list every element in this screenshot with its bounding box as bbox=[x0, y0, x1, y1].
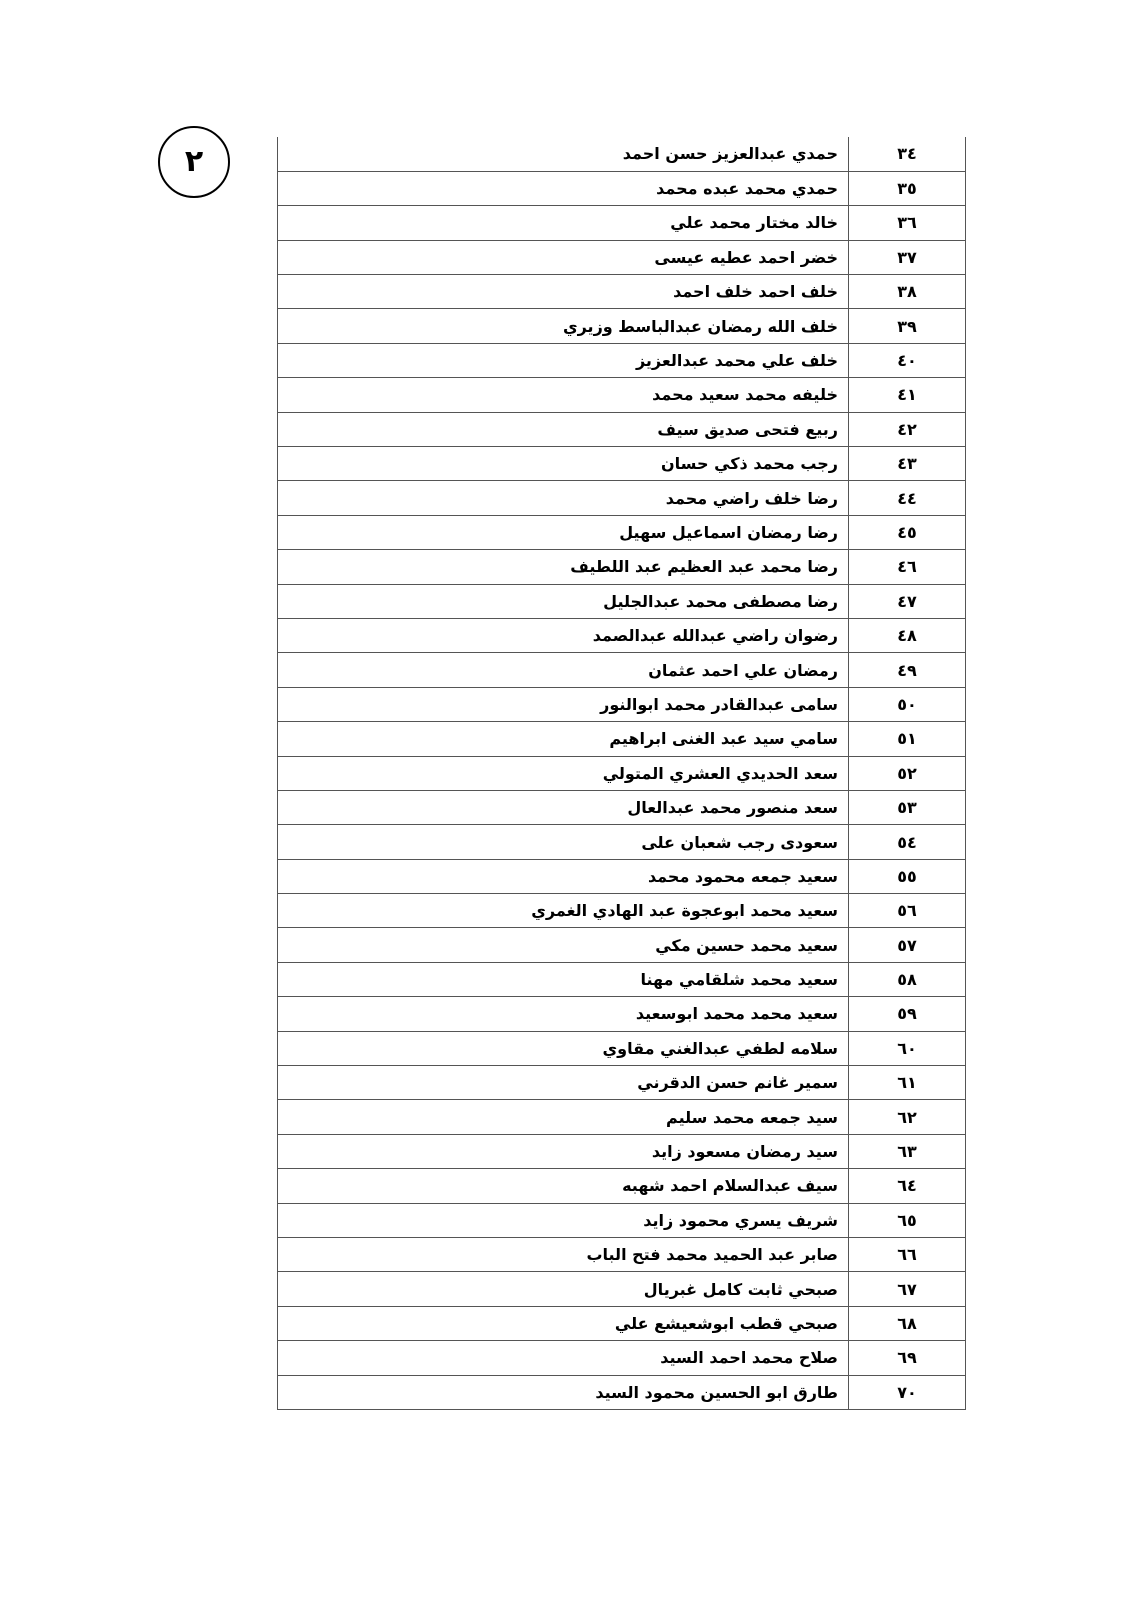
row-number: ٧٠ bbox=[849, 1375, 966, 1409]
page-number: ٢ bbox=[184, 144, 204, 179]
row-number: ٥٨ bbox=[849, 962, 966, 996]
table-row bbox=[278, 997, 966, 1031]
table-row bbox=[278, 894, 966, 928]
row-number: ٦٧ bbox=[849, 1272, 966, 1306]
person-name: طارق ابو الحسين محمود السيد bbox=[278, 1375, 849, 1409]
row-number: ٥٦ bbox=[849, 894, 966, 928]
table-row bbox=[278, 1238, 966, 1272]
table-row bbox=[278, 1375, 966, 1409]
person-name: سعد الحديدي العشري المتولي bbox=[278, 756, 849, 790]
row-number: ٤٤ bbox=[849, 481, 966, 515]
table-row bbox=[278, 1134, 966, 1168]
table-row bbox=[278, 412, 966, 446]
row-number: ٣٤ bbox=[849, 137, 966, 171]
table-row bbox=[278, 653, 966, 687]
table-row bbox=[278, 1272, 966, 1306]
person-name: سعيد محمد حسين مكي bbox=[278, 928, 849, 962]
row-number: ٦٥ bbox=[849, 1203, 966, 1237]
table-row bbox=[278, 722, 966, 756]
table-row bbox=[278, 790, 966, 824]
person-name: شريف يسري محمود زايد bbox=[278, 1203, 849, 1237]
names-table-body bbox=[278, 137, 966, 1409]
table-row bbox=[278, 687, 966, 721]
row-number: ٦٦ bbox=[849, 1238, 966, 1272]
row-number: ٣٥ bbox=[849, 171, 966, 205]
table-row bbox=[278, 1100, 966, 1134]
person-name: سمير غانم حسن الدقرني bbox=[278, 1066, 849, 1100]
row-number: ٣٦ bbox=[849, 206, 966, 240]
row-number: ٣٩ bbox=[849, 309, 966, 343]
person-name: رضا خلف راضي محمد bbox=[278, 481, 849, 515]
table-row bbox=[278, 825, 966, 859]
table-row bbox=[278, 962, 966, 996]
row-number: ٤٣ bbox=[849, 447, 966, 481]
person-name: خلف الله رمضان عبدالباسط وزيري bbox=[278, 309, 849, 343]
table-row bbox=[278, 206, 966, 240]
row-number: ٥٧ bbox=[849, 928, 966, 962]
table-row bbox=[278, 550, 966, 584]
row-number: ٦٤ bbox=[849, 1169, 966, 1203]
person-name: رضا رمضان اسماعيل سهيل bbox=[278, 515, 849, 549]
person-name: سيد جمعه محمد سليم bbox=[278, 1100, 849, 1134]
person-name: سعد منصور محمد عبدالعال bbox=[278, 790, 849, 824]
person-name: رضا مصطفى محمد عبدالجليل bbox=[278, 584, 849, 618]
table-row bbox=[278, 859, 966, 893]
table-row bbox=[278, 756, 966, 790]
person-name: صلاح محمد احمد السيد bbox=[278, 1341, 849, 1375]
person-name: ربيع فتحى صديق سيف bbox=[278, 412, 849, 446]
person-name: سامي سيد عبد الغنى ابراهيم bbox=[278, 722, 849, 756]
person-name: سعيد محمد ابوعجوة عبد الهادي الغمري bbox=[278, 894, 849, 928]
table-row bbox=[278, 447, 966, 481]
table-row bbox=[278, 1306, 966, 1340]
row-number: ٤٥ bbox=[849, 515, 966, 549]
person-name: صابر عبد الحميد محمد فتح الباب bbox=[278, 1238, 849, 1272]
row-number: ٤٩ bbox=[849, 653, 966, 687]
person-name: سعيد محمد شلقامي مهنا bbox=[278, 962, 849, 996]
person-name: خلف احمد خلف احمد bbox=[278, 275, 849, 309]
row-number: ٤٧ bbox=[849, 584, 966, 618]
table-row bbox=[278, 481, 966, 515]
table-row bbox=[278, 515, 966, 549]
row-number: ٥٠ bbox=[849, 687, 966, 721]
person-name: رمضان علي احمد عثمان bbox=[278, 653, 849, 687]
person-name: صبحي ثابت كامل غبريال bbox=[278, 1272, 849, 1306]
table-row bbox=[278, 928, 966, 962]
table-row bbox=[278, 1169, 966, 1203]
table-row bbox=[278, 343, 966, 377]
row-number: ٦٢ bbox=[849, 1100, 966, 1134]
row-number: ٦٩ bbox=[849, 1341, 966, 1375]
page-number-badge bbox=[158, 126, 230, 198]
row-number: ٥٤ bbox=[849, 825, 966, 859]
person-name: سيد رمضان مسعود زايد bbox=[278, 1134, 849, 1168]
names-table bbox=[277, 137, 966, 1410]
table-row bbox=[278, 275, 966, 309]
row-number: ٤٨ bbox=[849, 618, 966, 652]
person-name: خليفه محمد سعيد محمد bbox=[278, 378, 849, 412]
table-row bbox=[278, 378, 966, 412]
row-number: ٦٠ bbox=[849, 1031, 966, 1065]
row-number: ٤٠ bbox=[849, 343, 966, 377]
person-name: سعيد محمد محمد ابوسعيد bbox=[278, 997, 849, 1031]
table-row bbox=[278, 584, 966, 618]
table-row bbox=[278, 137, 966, 171]
person-name: صبحي قطب ابوشعيشع علي bbox=[278, 1306, 849, 1340]
row-number: ٥٢ bbox=[849, 756, 966, 790]
person-name: رضا محمد عبد العظيم عبد اللطيف bbox=[278, 550, 849, 584]
table-row bbox=[278, 618, 966, 652]
table-row bbox=[278, 309, 966, 343]
person-name: سلامه لطفي عبدالغني مقاوي bbox=[278, 1031, 849, 1065]
row-number: ٦١ bbox=[849, 1066, 966, 1100]
person-name: خالد مختار محمد علي bbox=[278, 206, 849, 240]
row-number: ٦٨ bbox=[849, 1306, 966, 1340]
table-row bbox=[278, 1341, 966, 1375]
row-number: ٣٨ bbox=[849, 275, 966, 309]
row-number: ٥٣ bbox=[849, 790, 966, 824]
row-number: ٥٥ bbox=[849, 859, 966, 893]
table-row bbox=[278, 240, 966, 274]
person-name: حمدي عبدالعزيز حسن احمد bbox=[278, 137, 849, 171]
row-number: ٥١ bbox=[849, 722, 966, 756]
table-row bbox=[278, 1203, 966, 1237]
table-row bbox=[278, 1066, 966, 1100]
row-number: ٣٧ bbox=[849, 240, 966, 274]
person-name: حمدي محمد عبده محمد bbox=[278, 171, 849, 205]
person-name: خلف علي محمد عبدالعزيز bbox=[278, 343, 849, 377]
table-row bbox=[278, 1031, 966, 1065]
person-name: رضوان راضي عبدالله عبدالصمد bbox=[278, 618, 849, 652]
person-name: سعيد جمعه محمود محمد bbox=[278, 859, 849, 893]
person-name: سعودى رجب شعبان على bbox=[278, 825, 849, 859]
person-name: سيف عبدالسلام احمد شهبه bbox=[278, 1169, 849, 1203]
table-row bbox=[278, 171, 966, 205]
row-number: ٤٦ bbox=[849, 550, 966, 584]
row-number: ٦٣ bbox=[849, 1134, 966, 1168]
row-number: ٤١ bbox=[849, 378, 966, 412]
person-name: سامى عبدالقادر محمد ابوالنور bbox=[278, 687, 849, 721]
row-number: ٥٩ bbox=[849, 997, 966, 1031]
person-name: خضر احمد عطيه عيسى bbox=[278, 240, 849, 274]
row-number: ٤٢ bbox=[849, 412, 966, 446]
person-name: رجب محمد ذكي حسان bbox=[278, 447, 849, 481]
